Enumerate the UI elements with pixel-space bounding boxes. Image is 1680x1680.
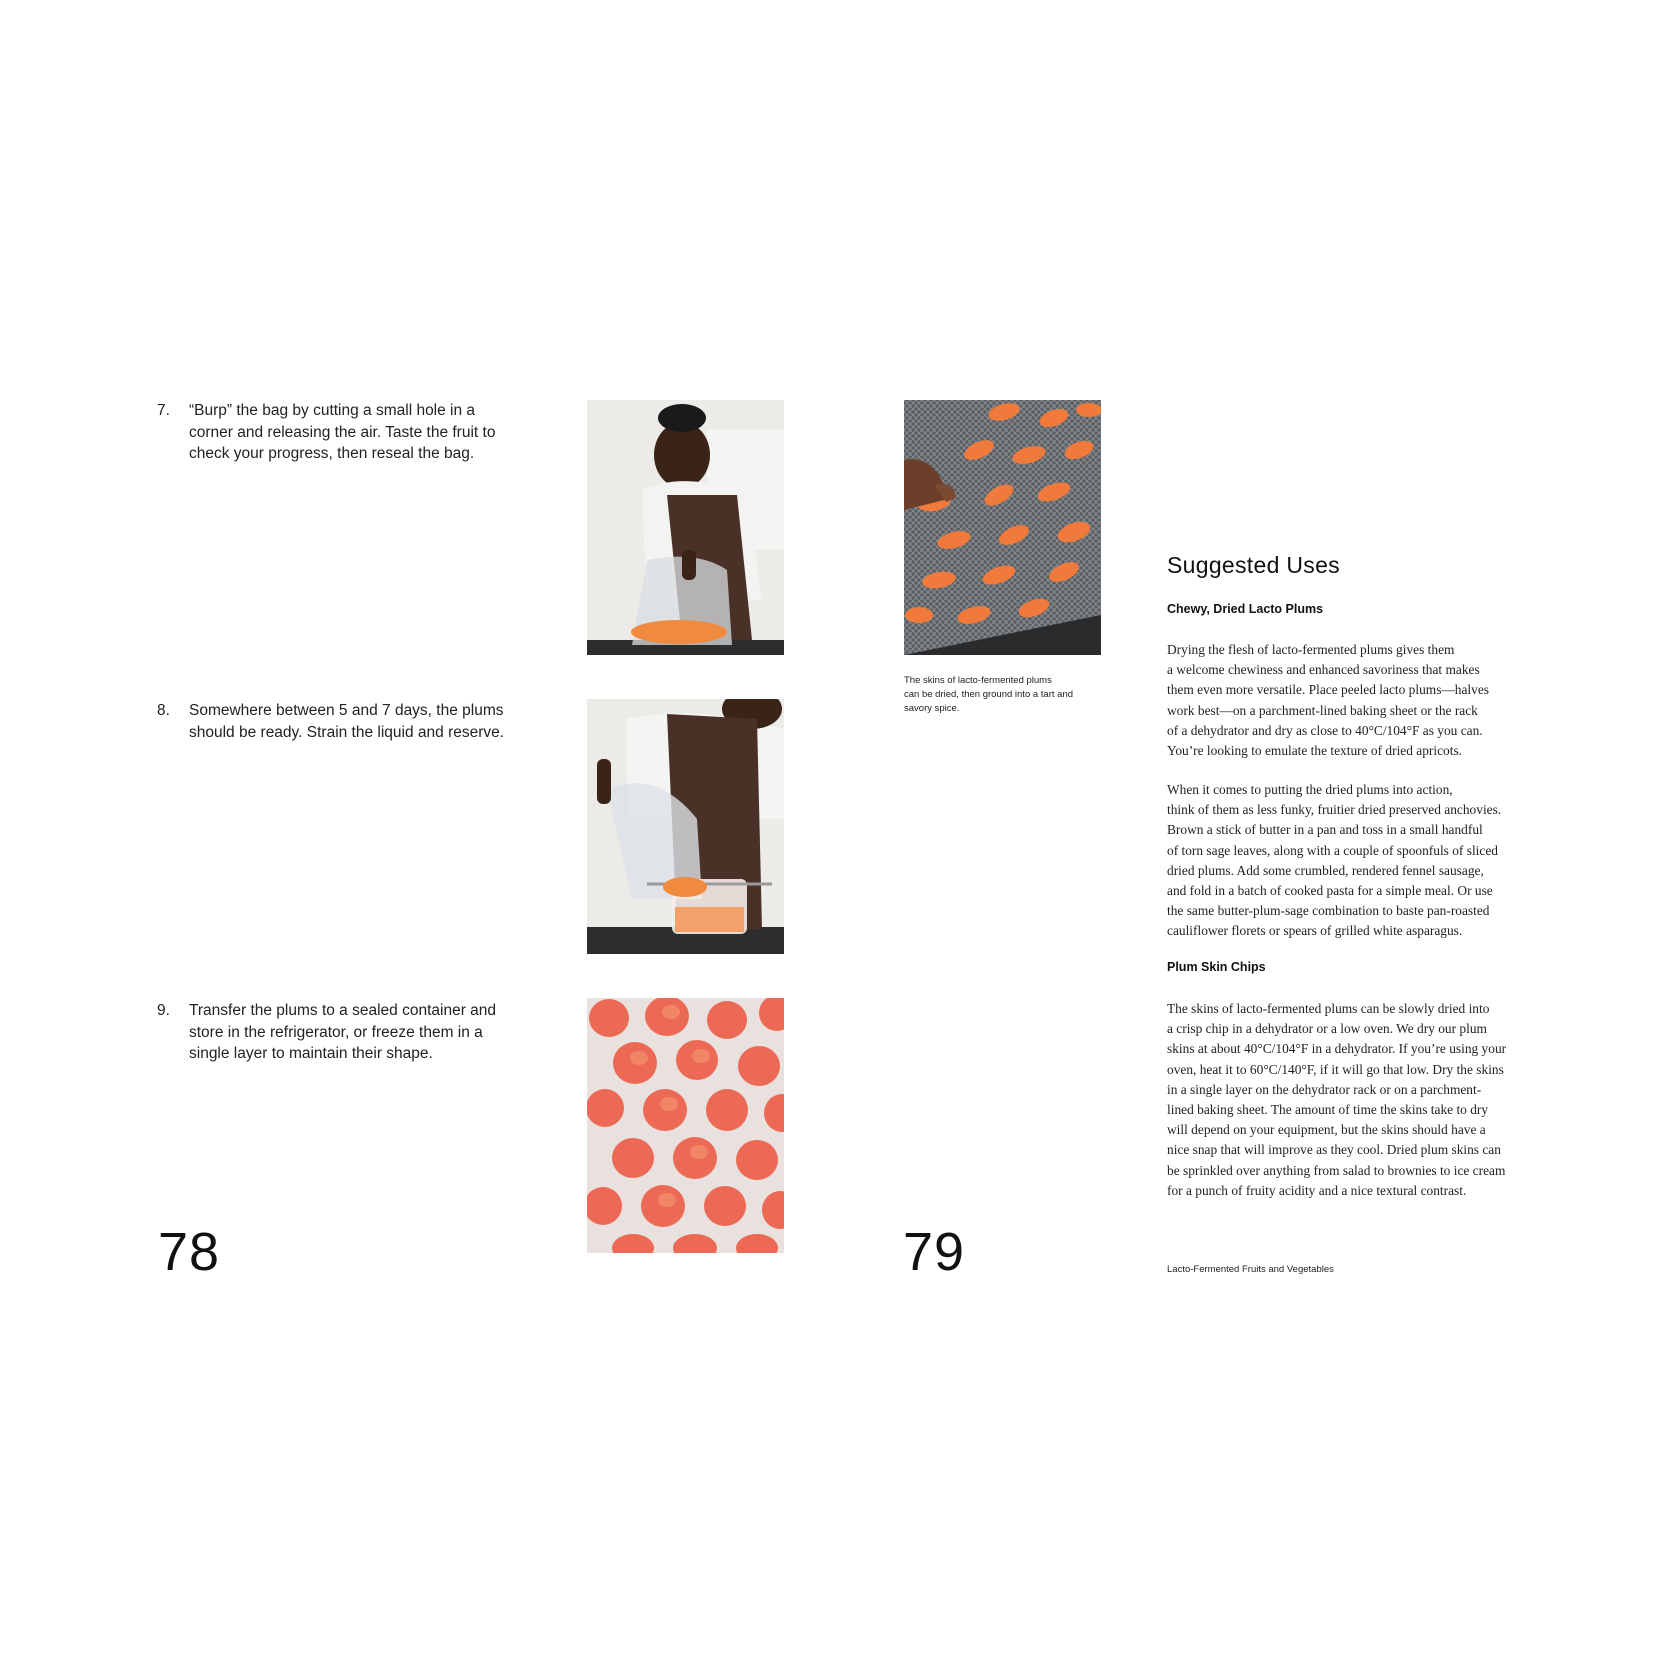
page-number-left: 78 [158, 1222, 221, 1282]
page-number-right: 79 [903, 1222, 966, 1282]
text-line: Drying the flesh of lacto-fermented plums gives them [1167, 642, 1455, 657]
text-line: in a single layer on the dehydrator rack or on a parchment- [1167, 1081, 1482, 1097]
text-line: Brown a stick of butter in a pan and toss in a small handful [1167, 822, 1483, 838]
text-line: a welcome chewiness and enhanced savoriness that makes [1167, 662, 1480, 678]
text-line: You’re looking to emulate the texture of dried apricots. [1167, 743, 1463, 759]
caption-line: can be dried, then ground into a tart and [904, 689, 1074, 700]
step-number: 9. [157, 1002, 170, 1019]
paragraph-using-dried-plums [1167, 780, 1532, 942]
caption-line: The skins of lacto-fermented plums [904, 675, 1052, 686]
step-9 [157, 1000, 517, 1065]
text-line: lined baking sheet. The amount of time the skins take to dry [1167, 1102, 1489, 1118]
photo-straining-plums [587, 699, 784, 954]
step-8 [157, 700, 517, 743]
caption-line: savory spice. [904, 703, 960, 714]
step-number: 7. [157, 402, 170, 419]
text-line: of a dehydrator and dry as close to 40°C/104°F as you can. [1167, 722, 1483, 738]
step-text: Somewhere between 5 and 7 days, the plums should be ready. Strain the liquid and reserve. [189, 702, 505, 741]
step-text: Transfer the plums to a sealed container and store in the refrigerator, or freeze them in a single layer to maintain their shape. [189, 1002, 497, 1062]
photo-burping-bag [587, 400, 784, 655]
text-line: skins at about 40°C/104°F in a dehydrator. If you’re using your [1167, 1041, 1507, 1057]
text-line: dried plums. Add some crumbled, rendered fennel sausage, [1167, 862, 1484, 878]
section-title: Suggested Uses [1167, 552, 1340, 578]
subhead-dried-plums: Chewy, Dried Lacto Plums [1167, 602, 1324, 616]
subhead-plum-skin-chips: Plum Skin Chips [1167, 960, 1266, 974]
text-line: and fold in a batch of cooked pasta for a simple meal. Or use [1167, 883, 1493, 899]
text-line: cauliflower florets or spears of grilled white asparagus. [1167, 923, 1463, 939]
paragraph-plum-skin-chips [1167, 999, 1532, 1201]
text-line: them even more versatile. Place peeled lacto plums—halves [1167, 682, 1490, 698]
photo-plum-skins-rack [904, 400, 1101, 655]
paragraph-dried-plums [1167, 640, 1532, 761]
text-line: for a punch of fruity acidity and a nice textural contrast. [1167, 1182, 1467, 1198]
step-number: 8. [157, 702, 170, 719]
text-line: will depend on your equipment, but the skins should have a [1167, 1122, 1486, 1138]
running-footer: Lacto-Fermented Fruits and Vegetables [1167, 1264, 1334, 1275]
text-line: of torn sage leaves, along with a couple of spoonfuls of sliced [1167, 842, 1498, 858]
text-line: oven, heat it to 60°C/140°F, if it will go that low. Dry the skins [1167, 1061, 1504, 1077]
text-line: be sprinkled over anything from salad to brownies to ice cream [1167, 1162, 1506, 1178]
text-line: a crisp chip in a dehydrator or a low oven. We dry our plum [1167, 1021, 1487, 1037]
photo-fermented-plums [587, 998, 784, 1253]
text-line: The skins of lacto-fermented plums can be slowly dried into [1167, 1001, 1490, 1016]
step-text: “Burp” the bag by cutting a small hole in a corner and releasing the air. Taste the fruit to check your progress, then reseal the bag. [189, 402, 496, 462]
text-line: think of them as less funky, fruitier dried preserved anchovies. [1167, 802, 1502, 818]
text-line: the same butter-plum-sage combination to baste pan-roasted [1167, 903, 1490, 919]
text-line: When it comes to putting the dried plums into action, [1167, 782, 1453, 797]
photo-caption [904, 674, 1094, 716]
step-7 [157, 400, 517, 465]
text-line: work best—on a parchment-lined baking sheet or the rack [1167, 702, 1478, 718]
text-line: nice snap that will improve as they cool. Dried plum skins can [1167, 1142, 1501, 1158]
